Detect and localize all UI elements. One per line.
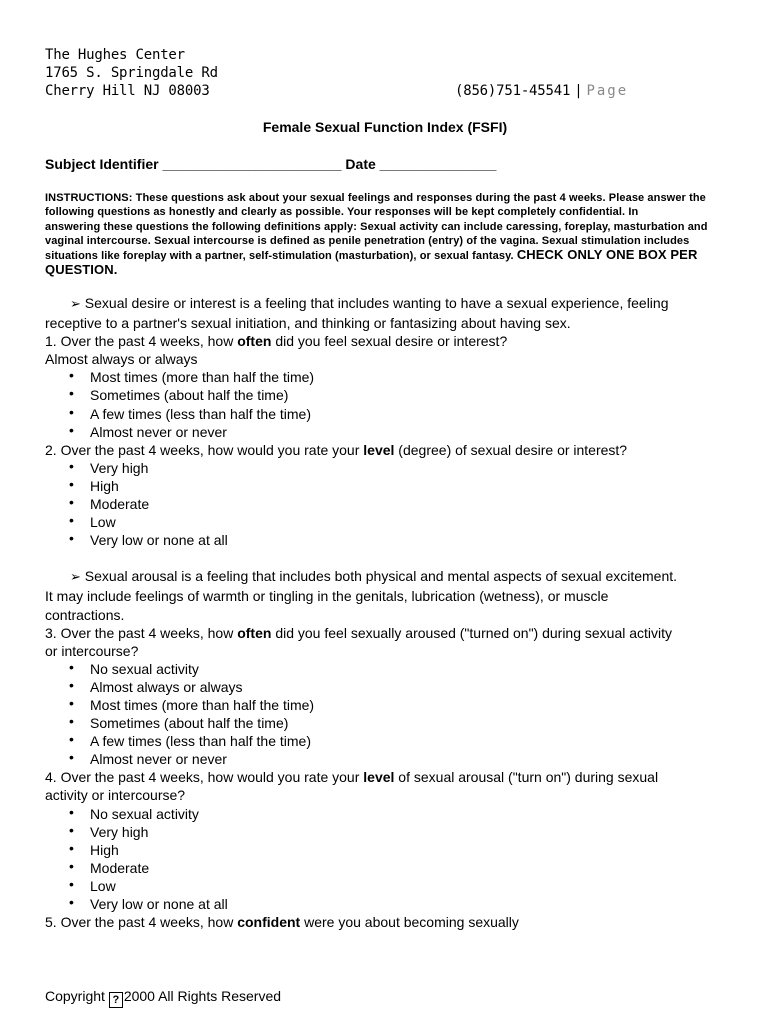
option-item[interactable]: • Sometimes (about half the time) — [45, 714, 685, 732]
question-4: 4. Over the past 4 weeks, how would you rate your level of sexual arousal ("turn on") during sexual activity or intercourse? — [45, 769, 659, 804]
question-1-first-option[interactable]: Almost always or always — [45, 351, 198, 368]
desire-intro — [45, 294, 685, 332]
arrow-bullet-icon: ➢ — [70, 570, 81, 586]
city-address: Cherry Hill NJ 08003 — [45, 83, 210, 99]
option-item[interactable]: • High — [45, 477, 685, 495]
copyright-footer — [45, 988, 281, 1008]
copyright-pre: Copyright — [45, 988, 109, 1004]
option-item[interactable]: • Very high — [45, 459, 685, 477]
header-separator: | — [574, 83, 583, 99]
option-item[interactable]: • High — [45, 841, 685, 859]
option-item[interactable]: • No sexual activity — [45, 660, 685, 678]
option-item[interactable]: • A few times (less than half the time) — [45, 732, 685, 750]
arousal-intro — [45, 567, 685, 623]
instructions — [45, 191, 725, 279]
arousal-intro-text: Sexual arousal is a feeling that includes both physical and mental aspects of sexual excitement. It may include feelings of warmth or tingling in the genitals, lubrication (wetness), or muscle contractions. — [45, 568, 678, 623]
option-item[interactable]: • Very low or none at all — [45, 895, 685, 913]
option-item[interactable]: • Moderate — [45, 495, 685, 513]
form-title: Female Sexual Function Index (FSFI) — [262, 119, 508, 135]
copyright-symbol-icon: ? — [109, 992, 123, 1008]
definitions-text: answering these questions the following definitions apply: Sexual activity can include caressing, foreplay, masturbation and vaginal intercourse. Sexual intercourse is defined as penile penetration (entry) of the vagina. Sexual stimulation includes situations like foreplay with a partner, self-stimulation (masturbation), or sexual fantasy. — [45, 220, 708, 263]
option-item[interactable]: • Very high — [45, 823, 685, 841]
phone-number: (856)751-45541 — [455, 83, 571, 99]
question-3: 3. Over the past 4 weeks, how often did you feel sexually aroused ("turned on") during sexual activity or intercourse? — [45, 624, 673, 659]
check-one-box-notice: CHECK ONLY ONE BOX PER QUESTION. — [45, 247, 698, 278]
phone-line — [455, 82, 628, 100]
desire-intro-text: Sexual desire or interest is a feeling that includes wanting to have a sexual experience, feeling receptive to a partner's sexual initiation, and thinking or fantasizing about having sex. — [45, 295, 669, 332]
question-1: 1. Over the past 4 weeks, how often did you feel sexual desire or interest? — [45, 333, 508, 350]
question-2-options — [45, 459, 685, 549]
question-3-options — [45, 660, 685, 769]
option-item[interactable]: • Very low or none at all — [45, 531, 685, 549]
option-item[interactable]: • Almost never or never — [45, 423, 685, 441]
option-item[interactable]: • Low — [45, 513, 685, 531]
questionnaire — [45, 294, 685, 931]
page-label: Page — [586, 83, 629, 99]
street-address: 1765 S. Springdale Rd — [45, 65, 218, 81]
option-item[interactable]: • A few times (less than half the time) — [45, 405, 685, 423]
subject-date-line: Subject Identifier _______________________ Date _______________ — [45, 156, 497, 172]
question-4-options — [45, 805, 685, 914]
question-5: 5. Over the past 4 weeks, how confident were you about becoming sexually — [45, 914, 519, 931]
org-name: The Hughes Center — [45, 47, 185, 63]
option-item[interactable]: • Most times (more than half the time) — [45, 368, 685, 386]
option-item[interactable]: • Sometimes (about half the time) — [45, 386, 685, 404]
option-item[interactable]: • Almost never or never — [45, 750, 685, 768]
option-item[interactable]: • Most times (more than half the time) — [45, 696, 685, 714]
section-spacer — [45, 549, 685, 567]
option-item[interactable]: • Low — [45, 877, 685, 895]
option-item[interactable]: • No sexual activity — [45, 805, 685, 823]
option-item[interactable]: • Moderate — [45, 859, 685, 877]
arrow-bullet-icon: ➢ — [70, 297, 81, 312]
instructions-para-1: INSTRUCTIONS: These questions ask about your sexual feelings and responses during the past 4 weeks. Please answer the following questions as honestly and clearly as possible. Your responses will be kept completely confidential. In — [45, 192, 706, 219]
option-item[interactable]: • Almost always or always — [45, 678, 685, 696]
copyright-post: 2000 All Rights Reserved — [123, 988, 282, 1004]
question-2: 2. Over the past 4 weeks, how would you rate your level (degree) of sexual desire or interest? — [45, 441, 628, 458]
instructions-para-2 — [45, 220, 725, 279]
question-1-options — [45, 368, 685, 440]
letterhead — [45, 46, 745, 100]
